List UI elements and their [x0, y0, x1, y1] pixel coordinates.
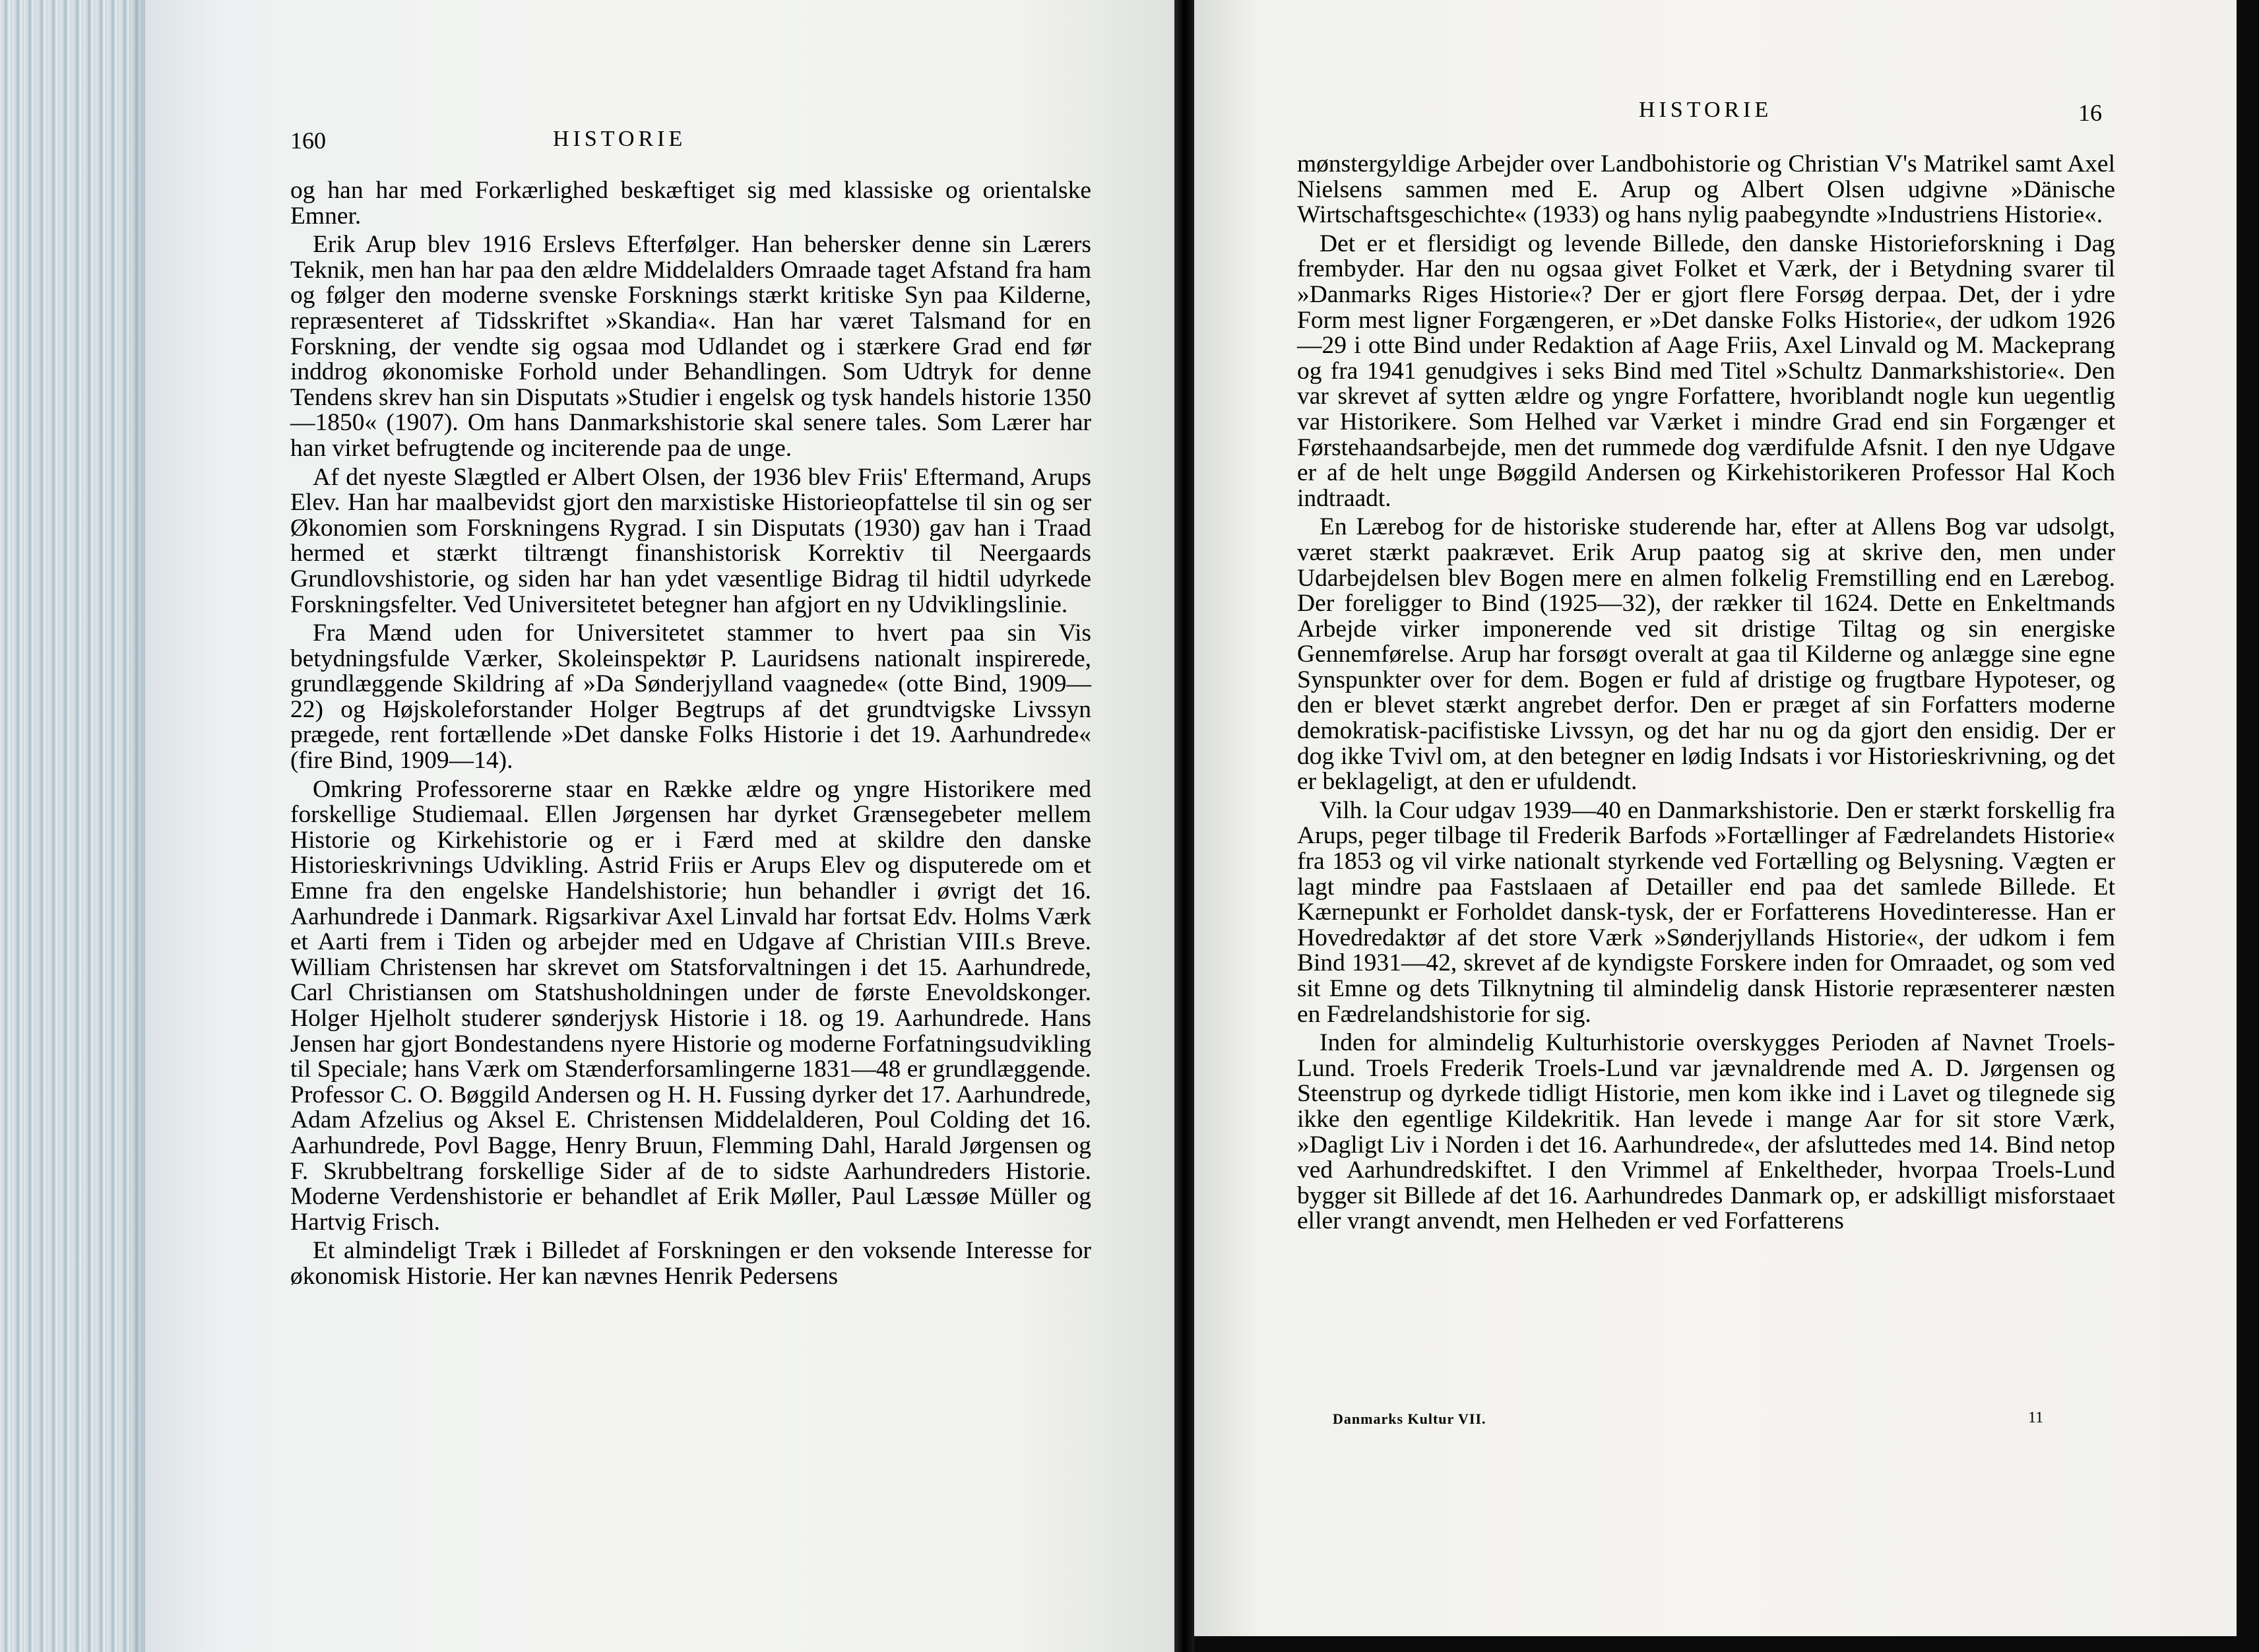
paragraph: Vilh. la Cour udgav 1939—40 en Danmarkshistorie. Den er stærkt forskellig fra Arups, peger tilbage til Frederik Barfods »Fortællinger af Fædrelandets Historie« fra 1853 og vil virke nationalt styrkende ved Fortælling og Belysning. Vægten er lagt mindre paa Fastslaaen af Detailler end paa det samlede Billede. Et Kærnepunkt er Forholdet dansk-tysk, der er Forfatterens Hovedinteresse. Han er Hovedredaktør af det store Værk »Sønderjyllands Historie«, der udkom i fem Bind 1931—42, skrevet af de kyndigste Forskere inden for Omraadet, og som ved sit Emne og dets Tilknytning til almindelig dansk Historie repræsenterer næsten en Fædrelandshistorie for sig.: [1297, 796, 2115, 1028]
page-edges: [0, 0, 152, 1652]
paragraph: Erik Arup blev 1916 Erslevs Efterfølger. Han behersker denne sin Lærers Teknik, men han har paa den ældre Middelalders Omraade taget Afstand fra ham og følger den moderne svenske Forsknings stærkt kritiske Syn paa Kilderne, repræsenteret af Tidsskriftet »Skandia«. Han har været Talsmand for en Forskning, der vendte sig ogsaa mod Udlandet og i stærkere Grad end før inddrog økonomiske Forhold under Behandlingen. Som Udtryk for denne Tendens skrev han sin Disputats »Studier i engelsk og tysk handels historie 1350—1850« (1907). Om hans Danmarkshistorie skal senere tales. Som Lærer har han virket befrugtende og inciterende paa de unge.: [290, 231, 1091, 462]
paragraph: og han har med Forkærlighed beskæftiget sig med klassiske og orientalske Emner.: [290, 177, 1091, 230]
paragraph: Et almindeligt Træk i Billedet af Forskningen er den voksende Interesse for økonomisk Historie. Her kan nævnes Henrik Pedersens: [290, 1237, 1091, 1290]
right-page-number: 16: [2078, 100, 2102, 126]
book-gutter: [1174, 0, 1194, 1652]
left-running-head: HISTORIE: [553, 127, 687, 151]
left-page-number: 160: [290, 127, 326, 154]
paragraph: mønstergyldige Arbejder over Landbohistorie og Christian V's Matrikel samt Axel Nielsens sammen med E. Arup og Albert Olsen udgivne »Dänische Wirtschaftsgeschichte« (1933) og hans nylig paabegyndte »Industriens Historie«.: [1297, 150, 2115, 229]
paragraph: Af det nyeste Slægtled er Albert Olsen, der 1936 blev Friis' Eftermand, Arups Elev. Han har maalbevidst gjort den marxistiske Historieopfattelse til sin og ser Økonomien som Forskningens Rygrad. I sin Disputats (1930) gav han i Traad hermed et stærkt tiltrængt finanshistorisk Korrektiv til Neergaards Grundlovshistorie, og siden har han ydet væsentlige Bidrag til hidtil udyrkede Forskningsfelter. Ved Universitetet betegner han afgjort en ny Udviklingslinie.: [290, 463, 1091, 618]
footer-signature: Danmarks Kultur VII.: [1333, 1411, 1486, 1427]
right-running-head: HISTORIE: [1639, 98, 1773, 122]
right-page-body: [1297, 152, 2115, 1234]
paragraph: Inden for almindelig Kulturhistorie overskygges Perioden af Navnet Troels-Lund. Troels Frederik Troels-Lund var jævnaldrende med A. D. Jørgensen og Steenstrup og dyrkede tidligt Historie, men kom ikke ind i Lavet og tilegnede sig ikke den egentlige Kildekritik. Han levede i mange Aar for sit store Værk, »Dagligt Liv i Norden i det 16. Aarhundrede«, der afsluttedes med 14. Bind netop ved Aarhundredskiftet. I den Vrimmel af Enkeltheder, hvorpaa Troels-Lund bygger sit Billede af det 16. Aarhundredes Danmark op, er adskilligt misforstaaet eller vrangt anvendt, men Helheden er ved Forfatterens: [1297, 1029, 2115, 1235]
paragraph: Omkring Professorerne staar en Række ældre og yngre Historikere med forskellige Studiemaal. Ellen Jørgensen har dyrket Grænsegebeter mellem Historie og Kirkehistorie og er i Færd med at skildre den danske Historieskrivnings Udvikling. Astrid Friis er Arups Elev og disputerede om et Emne fra den engelske Handelshistorie; hun behandler i øvrigt det 16. Aarhundrede i Danmark. Rigsarkivar Axel Linvald har fortsat Edv. Holms Værk et Aarti frem i Tiden og arbejder med en Udgave af Christian VIII.s Breve. William Christensen har skrevet om Statsforvaltningen i det 15. Aarhundrede, Carl Christiansen om Statshusholdningen under de første Enevoldskonger. Holger Hjelholt studerer sønderjysk Historie i 18. og 19. Aarhundrede. Hans Jensen har gjort Bondestandens nyere Historie og moderne Forfatningsudvikling til Speciale; hans Værk om Stænderforsamlingerne 1831—48 er grundlæggende. Professor C. O. Bøggild Andersen og H. H. Fussing dyrker det 17. Aarhundrede, Adam Afzelius og Aksel E. Christensen Middelalderen, Poul Colding det 16. Aarhundrede, Povl Bagge, Henry Bruun, Flemming Dahl, Harald Jørgensen og F. Skrubbeltrang forskellige Sider af de to sidste Aarhundreders Historie. Moderne Verdenshistorie er behandlet af Erik Møller, Paul Læssøe Müller og Hartvig Frisch.: [290, 775, 1091, 1236]
paragraph: Det er et flersidigt og levende Billede, den danske Historieforskning i Dag frembyder. Har den nu ogsaa givet Folket et Værk, der i Betydning svarer til »Danmarks Riges Historie«? Der er gjort flere Forsøg derpaa. Det, der i ydre Form mest ligner Forgængeren, er »Det danske Folks Historie«, der udkom 1926—29 i otte Bind under Redaktion af Aage Friis, Axel Linvald og M. Mackeprang og fra 1941 genudgives i seks Bind med Titel »Schultz Danmarkshistorie«. Den var skrevet af sytten ældre og yngre Forfattere, hvoriblandt nogle kun uegentlig var Historikere. Som Helhed var Værket i mindre Grad end sin Forgænger et Førstehaandsarbejde, men det rummede dog værdifulde Afsnit. I den nye Udgave er af de helt unge Bøggild Andersen og Kirkehistorikeren Professor Hal Koch indtraadt.: [1297, 230, 2115, 512]
left-page-body: [290, 178, 1091, 1290]
paragraph: Fra Mænd uden for Universitetet stammer to hvert paa sin Vis betydningsfulde Værker, Skoleinspektør P. Lauridsens nationalt inspirerede, grundlæggende Skildring af »Da Sønderjylland vaagnede« (otte Bind, 1909—22) og Højskoleforstander Holger Begtrups af det grundtvigske Livssyn prægede, rent fortællende »Det danske Folks Historie i det 19. Aarhundrede« (fire Bind, 1909—14).: [290, 620, 1091, 775]
footer-sheet-number: 11: [2028, 1409, 2044, 1426]
paragraph: En Lærebog for de historiske studerende har, efter at Allens Bog var udsolgt, været stærkt paakrævet. Erik Arup paatog sig at skrive den, men under Udarbejdelsen blev Bogen mere en almen folkelig Fremstilling end en Lærebog. Der foreligger to Bind (1925—32), der rækker til 1624. Dette en Enkeltmands Arbejde virker imponerende ved sit dristige Tiltag og sin energiske Gennemførelse. Arup har forsøgt overalt at gaa til Kilderne og anlægge sine egne Synspunkter over for dem. Bogen er fuld af dristige og frugtbare Hypoteser, og den er blevet stærkt angrebet derfor. Den er præget af sin Forfatters moderne demokratisk-pacifistiske Livssyn, og det har nu og da gjort den ensidig. Der er dog ikke Tvivl om, at den betegner en lødig Indsats i vor Historieskrivning, og det er beklageligt, at den er ufuldendt.: [1297, 513, 2115, 796]
